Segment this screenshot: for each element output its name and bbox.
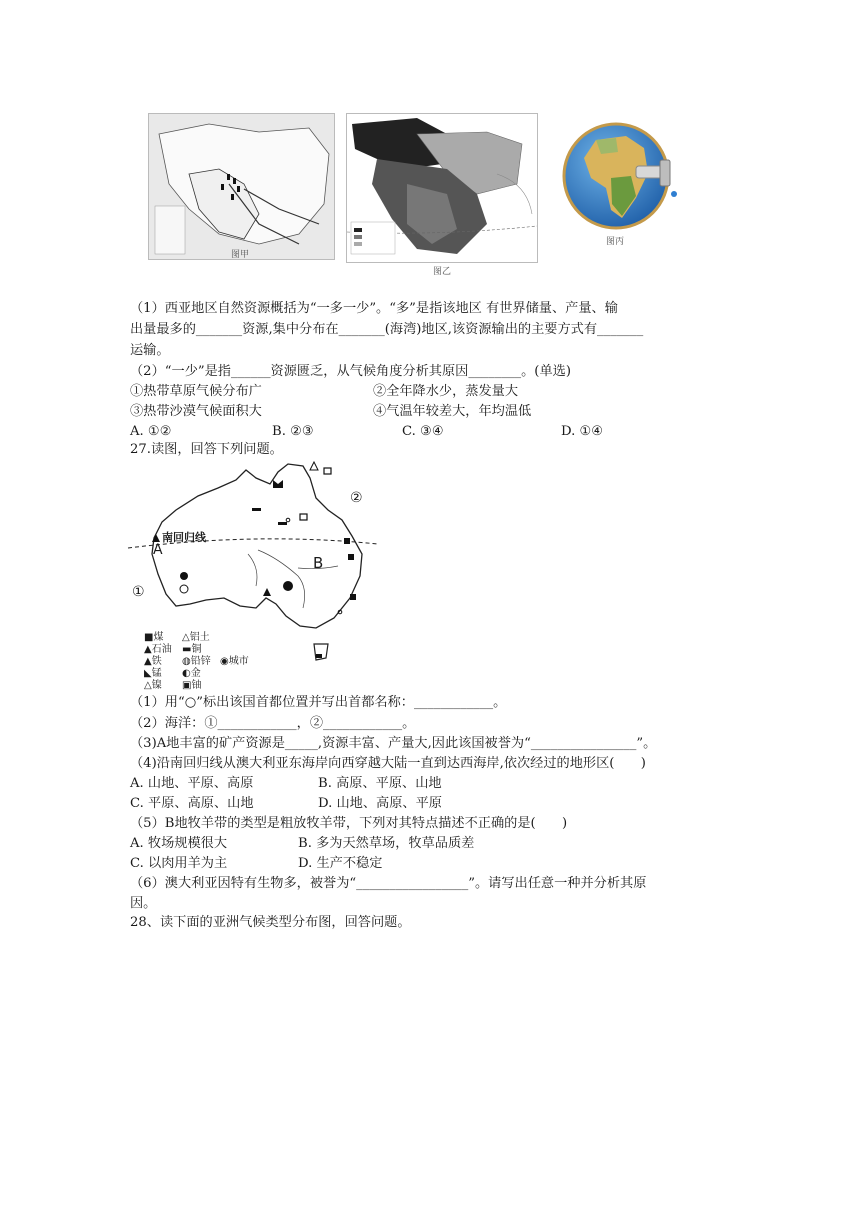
q26-option-2: ②全年降水少，蒸发量大 (373, 384, 519, 399)
city-icon: ◉ (220, 656, 229, 667)
bauxite-icon: △ (182, 632, 190, 643)
gold-icon: ◐ (182, 668, 191, 679)
globe-illustration (556, 118, 686, 248)
q26-part1-line1: （1）西亚地区自然资源概括为“一多一少”。“多”是指该地区 有世界储量、产量、输 (130, 301, 618, 316)
q27-sub4: （4)沿南回归线从澳大利亚东海岸向西穿越大陆一直到达西海岸,依次经过的地形区( ) (130, 756, 646, 771)
q27-sub6-line1: （6）澳大利亚因特有生物多，被誉为“_________________”。请写出任意一种并分析其原 (130, 876, 647, 891)
figure-jia-caption: 图甲 (231, 250, 250, 260)
manganese-icon: ◣ (144, 668, 152, 679)
australia-map (128, 458, 388, 691)
q26-choice-d: D. ①④ (561, 424, 604, 439)
legend-uranium: ▣铀 (182, 680, 202, 691)
q26-part1-line2: 出量最多的_______资源,集中分布在_______(海湾)地区,该资源输出的主要方式有_______ (130, 322, 644, 337)
q27-sub5: （5）B地牧羊带的类型是粗放牧羊带，下列对其特点描述不正确的是( ) (130, 816, 568, 831)
q26-choice-c: C. ③④ (402, 424, 444, 439)
ocean-label-1: ① (132, 584, 145, 600)
uranium-icon: ▣ (182, 680, 192, 691)
legend-manganese: ◣锰 (144, 668, 162, 679)
iron-icon: ▲ (144, 656, 152, 667)
legend-oil: ▲石油 (144, 644, 172, 655)
q27-sub4-choice-c: C. 平原、高原、山地 (130, 796, 254, 811)
west-asia-resource-map (149, 114, 334, 259)
q28-title: 28、读下面的亚洲气候类型分布图，回答问题。 (130, 915, 411, 930)
q27-sub5-choice-d: D. 生产不稳定 (298, 856, 383, 871)
legend-copper: ▬铜 (182, 644, 202, 655)
q27-sub5-choice-c: C. 以肉用羊为主 (130, 856, 228, 871)
q26-choice-a: A. ①② (130, 424, 172, 439)
q27-sub6-line2: 因。 (130, 896, 157, 911)
copper-icon: ▬ (182, 644, 192, 655)
figure-yi-caption: 图乙 (433, 267, 452, 277)
q27-sub2: （2）海洋：①____________，②____________。 (130, 716, 416, 731)
q27-sub1: （1）用“○”标出该国首都位置并写出首都名称：____________。 (130, 695, 507, 710)
q26-part1-line3: 运输。 (130, 343, 170, 358)
q26-option-3: ③热带沙漠气候面积大 (130, 404, 262, 419)
tropic-label: 南回归线 (162, 531, 206, 544)
q27-title: 27.读图，回答下列问题。 (130, 442, 283, 457)
q27-sub5-choice-b: B. 多为天然草场，牧草品质差 (298, 836, 475, 851)
legend-gold: ◐金 (182, 668, 201, 679)
legend-nickel: △镍 (144, 680, 162, 691)
nickel-icon: △ (144, 680, 152, 691)
figure-bing-globe (556, 118, 686, 248)
q26-part2-line1: （2）“一少”是指______资源匮乏，从气候角度分析其原因________。(单选) (130, 364, 571, 379)
q26-choice-b: B. ②③ (272, 424, 314, 439)
oil-icon: ▲ (144, 644, 152, 655)
q27-sub3: （3)A地丰富的矿产资源是_____,资源丰富、产量大,因此该国被誉为“________________”。 (130, 736, 657, 751)
figure-bing-caption: 图丙 (606, 237, 625, 247)
map-label-a: A (153, 542, 163, 558)
coal-icon: ■ (144, 632, 154, 643)
q27-sub5-choice-a: A. 牧场规模很大 (130, 836, 228, 851)
q27-sub4-choice-b: B. 高原、平原、山地 (318, 776, 442, 791)
q26-option-4: ④气温年较差大，年均温低 (373, 404, 532, 419)
legend-city: ◉城市 (220, 656, 249, 667)
ocean-label-2: ② (350, 490, 363, 506)
map-label-b: B (313, 554, 324, 572)
lead-zinc-icon: ◍ (182, 656, 191, 667)
west-asia-climate-map (347, 114, 537, 262)
q27-sub4-choice-a: A. 山地、平原、高原 (130, 776, 254, 791)
legend-lead-zinc: ◍铅锌 (182, 656, 211, 667)
legend-bauxite: △铝土 (182, 632, 210, 643)
legend-iron: ▲铁 (144, 656, 162, 667)
figure-jia-map (148, 113, 335, 260)
figure-yi-map (346, 113, 538, 277)
q27-sub4-choice-d: D. 山地、高原、平原 (318, 796, 442, 811)
q26-option-1: ①热带草原气候分布广 (130, 384, 262, 399)
legend-coal: ■煤 (144, 632, 164, 643)
